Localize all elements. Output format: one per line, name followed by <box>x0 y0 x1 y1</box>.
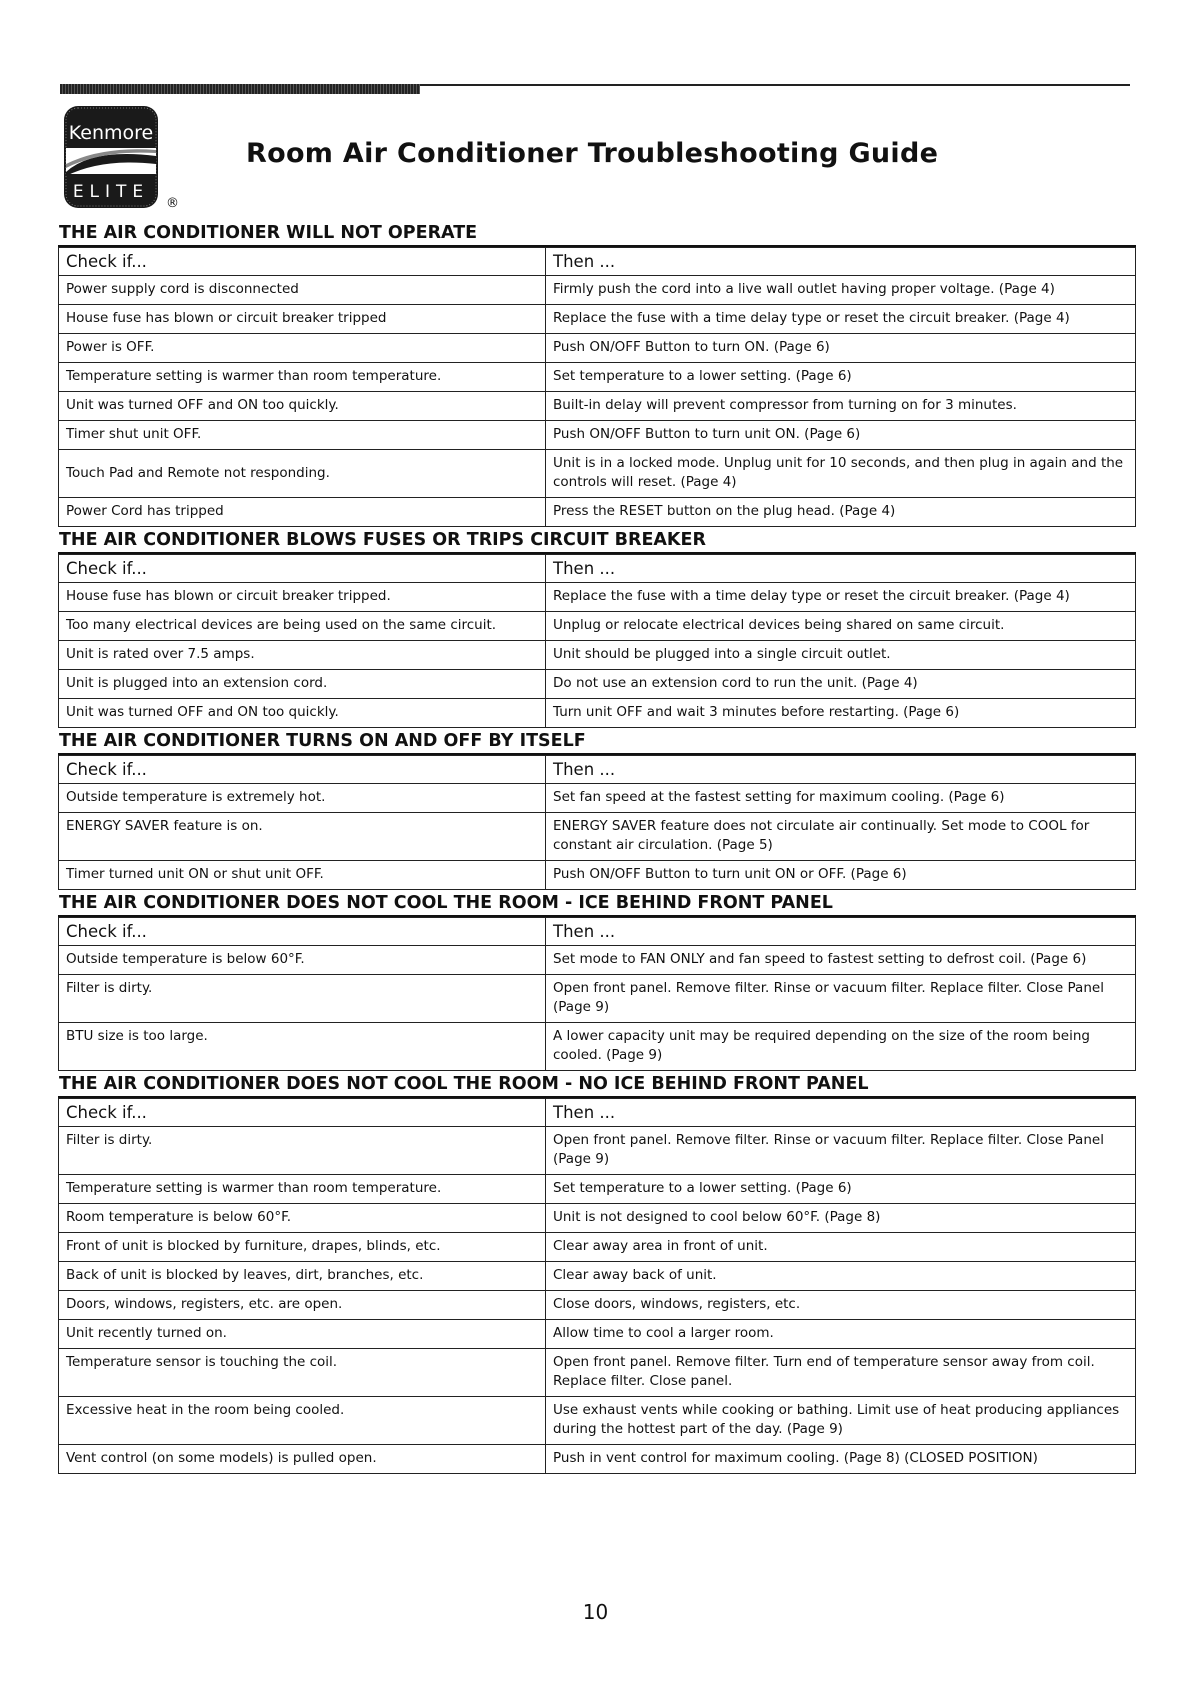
cause-cell: Timer turned unit ON or shut unit OFF. <box>59 861 546 890</box>
troubleshooting-table <box>58 554 1136 728</box>
cause-cell: Too many electrical devices are being used on the same circuit. <box>59 612 546 641</box>
brand-top-text: Kenmore <box>68 122 154 144</box>
cause-cell: BTU size is too large. <box>59 1023 546 1071</box>
remedy-cell: Push ON/OFF Button to turn unit ON or OFF. (Page 6) <box>546 861 1136 890</box>
cause-cell: Temperature setting is warmer than room temperature. <box>59 363 546 392</box>
cause-cell: Touch Pad and Remote not responding. <box>59 450 546 498</box>
table-row <box>59 392 1136 421</box>
table-row <box>59 861 1136 890</box>
table-row <box>59 583 1136 612</box>
table-row <box>59 450 1136 498</box>
table-row <box>59 1320 1136 1349</box>
troubleshooting-table <box>58 917 1136 1071</box>
remedy-cell: Push ON/OFF Button to turn ON. (Page 6) <box>546 334 1136 363</box>
table-row <box>59 1023 1136 1071</box>
remedy-cell: Built-in delay will prevent compressor from turning on for 3 minutes. <box>546 392 1136 421</box>
column-header-then: Then ... <box>546 1099 1136 1127</box>
cause-cell: Front of unit is blocked by furniture, drapes, blinds, etc. <box>59 1233 546 1262</box>
remedy-cell: A lower capacity unit may be required depending on the size of the room being cooled. (Page 9) <box>546 1023 1136 1071</box>
kenmore-elite-logo <box>62 104 160 210</box>
remedy-cell: Unplug or relocate electrical devices being shared on same circuit. <box>546 612 1136 641</box>
cause-cell: Power supply cord is disconnected <box>59 276 546 305</box>
table-row <box>59 498 1136 527</box>
cause-cell: Unit is plugged into an extension cord. <box>59 670 546 699</box>
brand-bottom-text: ELITE <box>72 182 150 202</box>
troubleshooting-table <box>58 247 1136 527</box>
table-row <box>59 334 1136 363</box>
cause-cell: Temperature setting is warmer than room temperature. <box>59 1175 546 1204</box>
cause-cell: Outside temperature is below 60°F. <box>59 946 546 975</box>
column-header-check: Check if... <box>59 555 546 583</box>
remedy-cell: Clear away back of unit. <box>546 1262 1136 1291</box>
table-row <box>59 1291 1136 1320</box>
table-row <box>59 1445 1136 1474</box>
cause-cell: House fuse has blown or circuit breaker tripped. <box>59 583 546 612</box>
table-row <box>59 612 1136 641</box>
top-rule <box>60 84 1130 94</box>
cause-cell: Vent control (on some models) is pulled open. <box>59 1445 546 1474</box>
column-header-check: Check if... <box>59 1099 546 1127</box>
cause-cell: Unit was turned OFF and ON too quickly. <box>59 392 546 421</box>
table-row <box>59 1349 1136 1397</box>
table-row <box>59 1204 1136 1233</box>
remedy-cell: Do not use an extension cord to run the unit. (Page 4) <box>546 670 1136 699</box>
table-row <box>59 1175 1136 1204</box>
section-heading: THE AIR CONDITIONER DOES NOT COOL THE ROOM - ICE BEHIND FRONT PANEL <box>58 890 1136 917</box>
remedy-cell: Clear away area in front of unit. <box>546 1233 1136 1262</box>
cause-cell: Power Cord has tripped <box>59 498 546 527</box>
remedy-cell: Unit should be plugged into a single circuit outlet. <box>546 641 1136 670</box>
table-row <box>59 1233 1136 1262</box>
section-heading: THE AIR CONDITIONER WILL NOT OPERATE <box>58 220 1136 247</box>
table-header-row <box>59 918 1136 946</box>
table-row <box>59 641 1136 670</box>
section-heading: THE AIR CONDITIONER TURNS ON AND OFF BY ITSELF <box>58 728 1136 755</box>
column-header-then: Then ... <box>546 918 1136 946</box>
table-header-row <box>59 1099 1136 1127</box>
page-number: 10 <box>582 1600 609 1624</box>
top-rule-thick <box>60 84 420 94</box>
remedy-cell: Set fan speed at the fastest setting for maximum cooling. (Page 6) <box>546 784 1136 813</box>
top-rule-thin <box>420 84 1130 86</box>
remedy-cell: Use exhaust vents while cooking or bathing. Limit use of heat producing appliances during the hottest part of the day. (Page 9) <box>546 1397 1136 1445</box>
table-header-row <box>59 756 1136 784</box>
table-row <box>59 1127 1136 1175</box>
table-row <box>59 363 1136 392</box>
column-header-then: Then ... <box>546 555 1136 583</box>
table-row <box>59 813 1136 861</box>
cause-cell: Unit is rated over 7.5 amps. <box>59 641 546 670</box>
table-row <box>59 305 1136 334</box>
registered-mark: ® <box>166 196 179 211</box>
cause-cell: Power is OFF. <box>59 334 546 363</box>
table-row <box>59 784 1136 813</box>
troubleshooting-content <box>58 220 1136 1474</box>
troubleshooting-table <box>58 755 1136 890</box>
remedy-cell: Turn unit OFF and wait 3 minutes before restarting. (Page 6) <box>546 699 1136 728</box>
cause-cell: Excessive heat in the room being cooled. <box>59 1397 546 1445</box>
remedy-cell: Unit is not designed to cool below 60°F. (Page 8) <box>546 1204 1136 1233</box>
table-row <box>59 1262 1136 1291</box>
page-title: Room Air Conditioner Troubleshooting Guide <box>246 138 939 169</box>
remedy-cell: Allow time to cool a larger room. <box>546 1320 1136 1349</box>
cause-cell: House fuse has blown or circuit breaker tripped <box>59 305 546 334</box>
remedy-cell: Unit is in a locked mode. Unplug unit for 10 seconds, and then plug in again and the controls will reset. (Page 4) <box>546 450 1136 498</box>
remedy-cell: Firmly push the cord into a live wall outlet having proper voltage. (Page 4) <box>546 276 1136 305</box>
table-row <box>59 975 1136 1023</box>
troubleshooting-section <box>58 728 1136 890</box>
remedy-cell: Set temperature to a lower setting. (Page 6) <box>546 363 1136 392</box>
cause-cell: Unit recently turned on. <box>59 1320 546 1349</box>
remedy-cell: Replace the fuse with a time delay type or reset the circuit breaker. (Page 4) <box>546 305 1136 334</box>
remedy-cell: Press the RESET button on the plug head. (Page 4) <box>546 498 1136 527</box>
column-header-then: Then ... <box>546 248 1136 276</box>
cause-cell: Filter is dirty. <box>59 1127 546 1175</box>
section-heading: THE AIR CONDITIONER DOES NOT COOL THE ROOM - NO ICE BEHIND FRONT PANEL <box>58 1071 1136 1098</box>
table-row <box>59 946 1136 975</box>
column-header-then: Then ... <box>546 756 1136 784</box>
cause-cell: Outside temperature is extremely hot. <box>59 784 546 813</box>
remedy-cell: Close doors, windows, registers, etc. <box>546 1291 1136 1320</box>
column-header-check: Check if... <box>59 918 546 946</box>
remedy-cell: Open front panel. Remove filter. Rinse or vacuum filter. Replace filter. Close Panel (Page 9) <box>546 1127 1136 1175</box>
troubleshooting-section <box>58 220 1136 527</box>
cause-cell: Temperature sensor is touching the coil. <box>59 1349 546 1397</box>
table-header-row <box>59 555 1136 583</box>
cause-cell: ENERGY SAVER feature is on. <box>59 813 546 861</box>
remedy-cell: ENERGY SAVER feature does not circulate air continually. Set mode to COOL for constant air circulation. (Page 5) <box>546 813 1136 861</box>
cause-cell: Doors, windows, registers, etc. are open. <box>59 1291 546 1320</box>
remedy-cell: Replace the fuse with a time delay type or reset the circuit breaker. (Page 4) <box>546 583 1136 612</box>
table-header-row <box>59 248 1136 276</box>
table-row <box>59 699 1136 728</box>
troubleshooting-table <box>58 1098 1136 1474</box>
remedy-cell: Push ON/OFF Button to turn unit ON. (Page 6) <box>546 421 1136 450</box>
column-header-check: Check if... <box>59 756 546 784</box>
table-row <box>59 1397 1136 1445</box>
table-row <box>59 421 1136 450</box>
troubleshooting-section <box>58 1071 1136 1474</box>
cause-cell: Timer shut unit OFF. <box>59 421 546 450</box>
cause-cell: Filter is dirty. <box>59 975 546 1023</box>
cause-cell: Room temperature is below 60°F. <box>59 1204 546 1233</box>
troubleshooting-section <box>58 527 1136 728</box>
cause-cell: Unit was turned OFF and ON too quickly. <box>59 699 546 728</box>
remedy-cell: Open front panel. Remove filter. Turn end of temperature sensor away from coil. Replace filter. Close panel. <box>546 1349 1136 1397</box>
section-heading: THE AIR CONDITIONER BLOWS FUSES OR TRIPS CIRCUIT BREAKER <box>58 527 1136 554</box>
remedy-cell: Push in vent control for maximum cooling. (Page 8) (CLOSED POSITION) <box>546 1445 1136 1474</box>
remedy-cell: Set temperature to a lower setting. (Page 6) <box>546 1175 1136 1204</box>
table-row <box>59 670 1136 699</box>
remedy-cell: Set mode to FAN ONLY and fan speed to fastest setting to defrost coil. (Page 6) <box>546 946 1136 975</box>
remedy-cell: Open front panel. Remove filter. Rinse or vacuum filter. Replace filter. Close Panel (Page 9) <box>546 975 1136 1023</box>
troubleshooting-section <box>58 890 1136 1071</box>
table-row <box>59 276 1136 305</box>
column-header-check: Check if... <box>59 248 546 276</box>
cause-cell: Back of unit is blocked by leaves, dirt, branches, etc. <box>59 1262 546 1291</box>
